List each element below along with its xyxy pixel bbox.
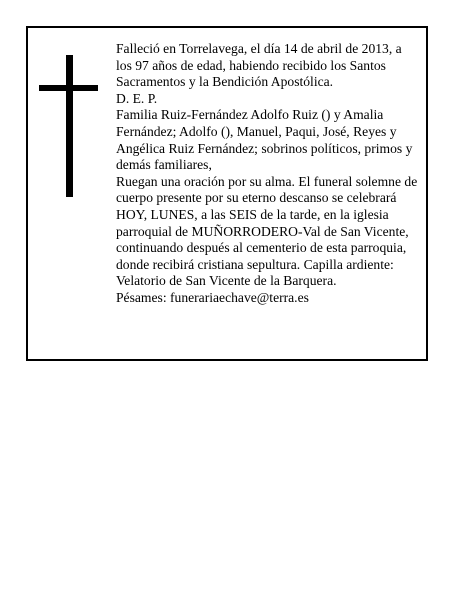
death-announcement: Falleció en Torrelavega, el día 14 de abril de 2013, a los 97 años de edad, habiendo recibido los Santos Sacramentos y la Bendición Apostólica. [116, 41, 402, 90]
rest-in-peace: D. E. P. [116, 90, 158, 106]
family-list: Familia Ruiz-Fernández Adolfo Ruiz () y Amalia Fernández; Adolfo (), Manuel, Paqui, José, Reyes y Angélica Ruiz Fernández; sobrinos políticos, primos y demás familiares, [116, 107, 413, 173]
cross-horizontal-bar [39, 85, 98, 91]
obituary-text [116, 41, 420, 307]
cross-vertical-bar [66, 55, 73, 197]
condolences-contact: Pésames: funerariaechave@terra.es [116, 289, 309, 305]
funeral-details: Ruegan una oración por su alma. El funeral solemne de cuerpo presente por su eterno descanso se celebrará HOY, LUNES, a las SEIS de la tarde, en la iglesia parroquial de MUÑORRODERO-Val de San Vicente, continuando después al cementerio de esta parroquia, donde recibirá cristiana sepultura. Capilla ardiente: Velatorio de San Vicente de la Barquera. [116, 173, 418, 289]
obituary-notice [26, 26, 428, 361]
